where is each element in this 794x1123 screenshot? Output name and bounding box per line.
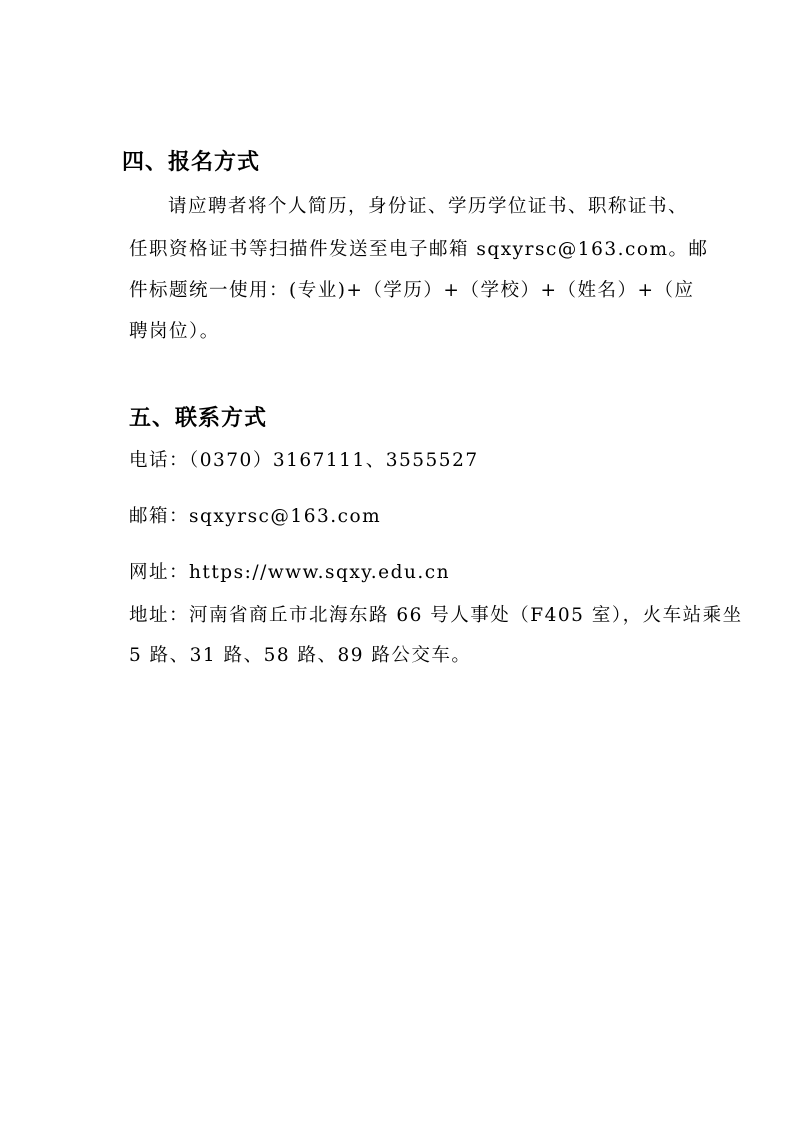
registration-text-line-3: 件标题统一使用：(专业)+（学历）+（学校）+（姓名）+（应 [129, 280, 695, 301]
section-heading-contact: 五、联系方式 [129, 405, 268, 431]
contact-email: 邮箱：sqxyrsc@163.com [129, 506, 382, 527]
contact-address-line-2: 5 路、31 路、58 路、89 路公交车。 [129, 645, 472, 666]
contact-phone: 电话：（0370）3167111、3555527 [129, 450, 479, 471]
registration-text-line-1: 请应聘者将个人简历，身份证、学历学位证书、职称证书、 [168, 196, 689, 217]
section-heading-registration: 四、报名方式 [122, 149, 261, 175]
contact-address-line-1: 地址：河南省商丘市北海东路 66 号人事处（F405 室），火车站乘坐 [129, 605, 743, 626]
registration-text-line-4: 聘岗位）。 [129, 321, 220, 342]
registration-text-line-2: 任职资格证书等扫描件发送至电子邮箱 sqxyrsc@163.com。邮 [129, 239, 709, 260]
contact-website: 网址：https://www.sqxy.edu.cn [129, 562, 451, 583]
